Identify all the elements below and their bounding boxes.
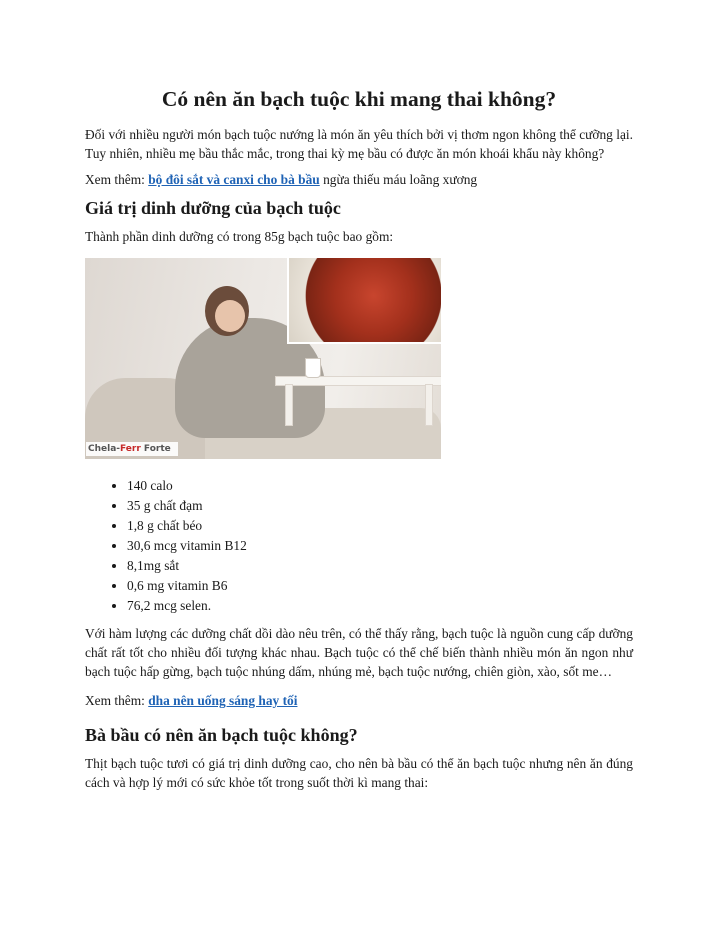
table-leg-right (425, 384, 433, 426)
list-item: • 8,1mg sắt (127, 556, 633, 576)
body-paragraph-3: Thịt bạch tuộc tươi có giá trị dinh dưỡng cao, cho nên bà bầu có thể ăn bạch tuộc nhưng nên ăn đúng cách và hợp lý mới có sức khỏe tốt trong suốt thời kì mang thai: (85, 756, 633, 790)
woman-face (215, 300, 245, 332)
body-paragraph-2: Với hàm lượng các dưỡng chất dồi dào nêu trên, có thể thấy rằng, bạch tuộc là nguồn cung cấp dưỡng chất rất tốt cho nhiều đối tượng khác nhau. Bạch tuộc có thể chế biến thành nhiều món ăn ngon như bạch tuộc hấp gừng, bạch tuộc nhúng dấm, nhúng mẻ, bạch tuộc nướng, chiên giòn, xào, sốt me… (85, 626, 633, 679)
octopus-dish-inset (287, 258, 441, 344)
intro-paragraph: Đối với nhiều người món bạch tuộc nướng là món ăn yêu thích bởi vị thơm ngon không thể cưỡng lại. Tuy nhiên, nhiều mẹ bầu thắc mắc, trong thai kỳ mẹ bầu có được ăn món khoái khẩu này không? (85, 127, 633, 161)
heading-should-eat: Bà bầu có nên ăn bạch tuộc không? (85, 725, 358, 745)
list-item: • 1,8 g chất béo (127, 516, 633, 536)
see-also-line-2 (85, 691, 633, 710)
link-dha[interactable]: dha nên uống sáng hay tối (148, 693, 298, 708)
nutrition-lead: Thành phần dinh dưỡng có trong 85g bạch tuộc bao gồm: (85, 229, 394, 244)
list-item: • 30,6 mcg vitamin B12 (127, 536, 633, 556)
list-item: • 140 calo (127, 476, 633, 496)
list-item: • 35 g chất đạm (127, 496, 633, 516)
bed-table (275, 376, 441, 386)
list-item: • 76,2 mcg selen. (127, 596, 633, 616)
brand-watermark (86, 442, 178, 456)
brand-text-2: Ferr (120, 444, 141, 454)
article-image (85, 258, 441, 459)
brand-text-3: Forte (140, 444, 171, 454)
see-also-line-1 (85, 170, 633, 189)
page-title: Có nên ăn bạch tuộc khi mang thai không? (161, 87, 557, 111)
see-also-suffix: ngừa thiếu máu loãng xương (319, 172, 478, 187)
table-leg-left (285, 384, 293, 426)
see-also-prefix: Xem thêm: (85, 693, 149, 708)
heading-nutrition: Giá trị dinh dưỡng của bạch tuộc (85, 198, 341, 218)
nutrient-list (85, 476, 633, 616)
see-also-prefix: Xem thêm: (85, 172, 149, 187)
document-page (85, 86, 633, 799)
link-iron-calcium[interactable]: bộ đôi sắt và canxi cho bà bầu (148, 172, 320, 187)
cup-shape (305, 358, 321, 378)
brand-text-1: Chela- (88, 444, 121, 454)
list-item: • 0,6 mg vitamin B6 (127, 576, 633, 596)
